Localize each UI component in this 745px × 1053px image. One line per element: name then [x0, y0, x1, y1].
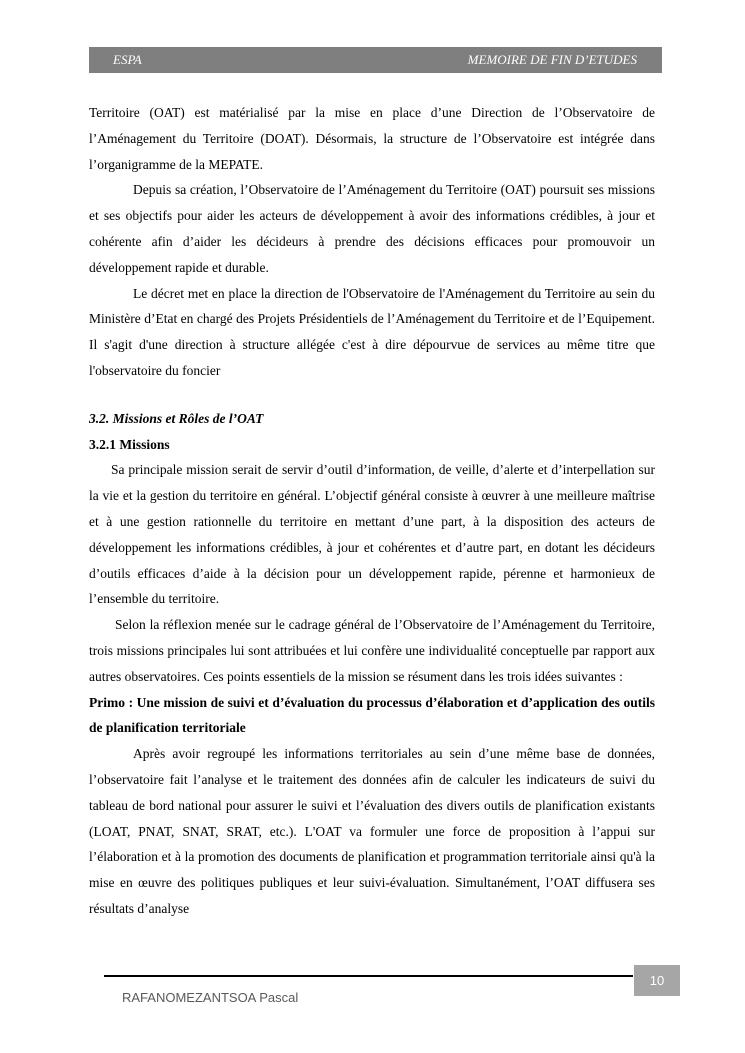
- paragraph: Selon la réflexion menée sur le cadrage général de l’Observatoire de l’Aménagement du Territoire, trois missions principales lui sont attribuées et lui confère une individualité conceptuelle par rapport aux autres observatoires. Ces points essentiels de la mission se résument dans les trois idées suivantes :: [89, 617, 655, 684]
- header-right-text: MEMOIRE DE FIN D’ETUDES: [467, 52, 637, 67]
- section-heading: 3.2. Missions et Rôles de l’OAT: [89, 410, 264, 426]
- footer-divider: [104, 975, 633, 977]
- paragraph: Le décret met en place la direction de l'Observatoire de l'Aménagement du Territoire au sein du Ministère d’Etat en chargé des Projets Présidentiels de l’Aménagement du Territoire et de l’Equipement. Il s'agit d'une direction à structure allégée c'est à dire dépourvue de services au même titre que l'observatoire du foncier: [89, 285, 655, 378]
- document-body: [89, 100, 655, 922]
- paragraph: Territoire (OAT) est matérialisé par la mise en place d’une Direction de l’Observatoire de l’Aménagement du Territoire (DOAT). Désormais, la structure de l’Observatoire est intégrée dans l’organigramme de la MEPATE.: [89, 105, 655, 172]
- subsection-heading: 3.2.1 Missions: [89, 436, 170, 452]
- page-header: [89, 47, 662, 73]
- paragraph: Depuis sa création, l’Observatoire de l’Aménagement du Territoire (OAT) poursuit ses missions et ses objectifs pour aider les acteurs de développement à avoir des informations crédibles, à jour et cohérente afin d’aider les décideurs à prendre des décisions efficaces pour promouvoir un développement rapide et durable.: [89, 182, 655, 275]
- primo-heading: Primo : Une mission de suivi et d’évaluation du processus d’élaboration et d’application des outils de planification territoriale: [89, 694, 655, 736]
- paragraph: Sa principale mission serait de servir d’outil d’information, de veille, d’alerte et d’interpellation sur la vie et la gestion du territoire en général. L’objectif général consiste à œuvrer à une meilleure maîtrise et à une gestion rationnelle du territoire en mettant d’une part, à la disposition des acteurs de développement les informations crédibles, à jour et cohérentes et d’autre part, en dotant les décideurs d’outils efficaces d’aide à la décision pour un développement rapide, pérenne et harmonieux de l’ensemble du territoire.: [89, 462, 655, 607]
- footer-author: RAFANOMEZANTSOA Pascal: [122, 990, 299, 1005]
- paragraph: Après avoir regroupé les informations territoriales au sein d’une même base de données, l’observatoire fait l’analyse et le traitement des données afin de calculer les indicateurs de suivi du tableau de bord national pour assurer le suivi et l’évaluation des divers outils de planification existants (LOAT, PNAT, SNAT, SRAT, etc.). L'OAT va formuler une force de proposition à l’appui sur l’élaboration et à la promotion des documents de planification et programmation territoriale ainsi qu'à la mise en œuvre des politiques publiques et leur suivi-évaluation. Simultanément, l’OAT diffusera ses résultats d’analyse: [89, 746, 655, 916]
- header-left-text: ESPA: [113, 52, 142, 67]
- page-number: 10: [634, 965, 680, 996]
